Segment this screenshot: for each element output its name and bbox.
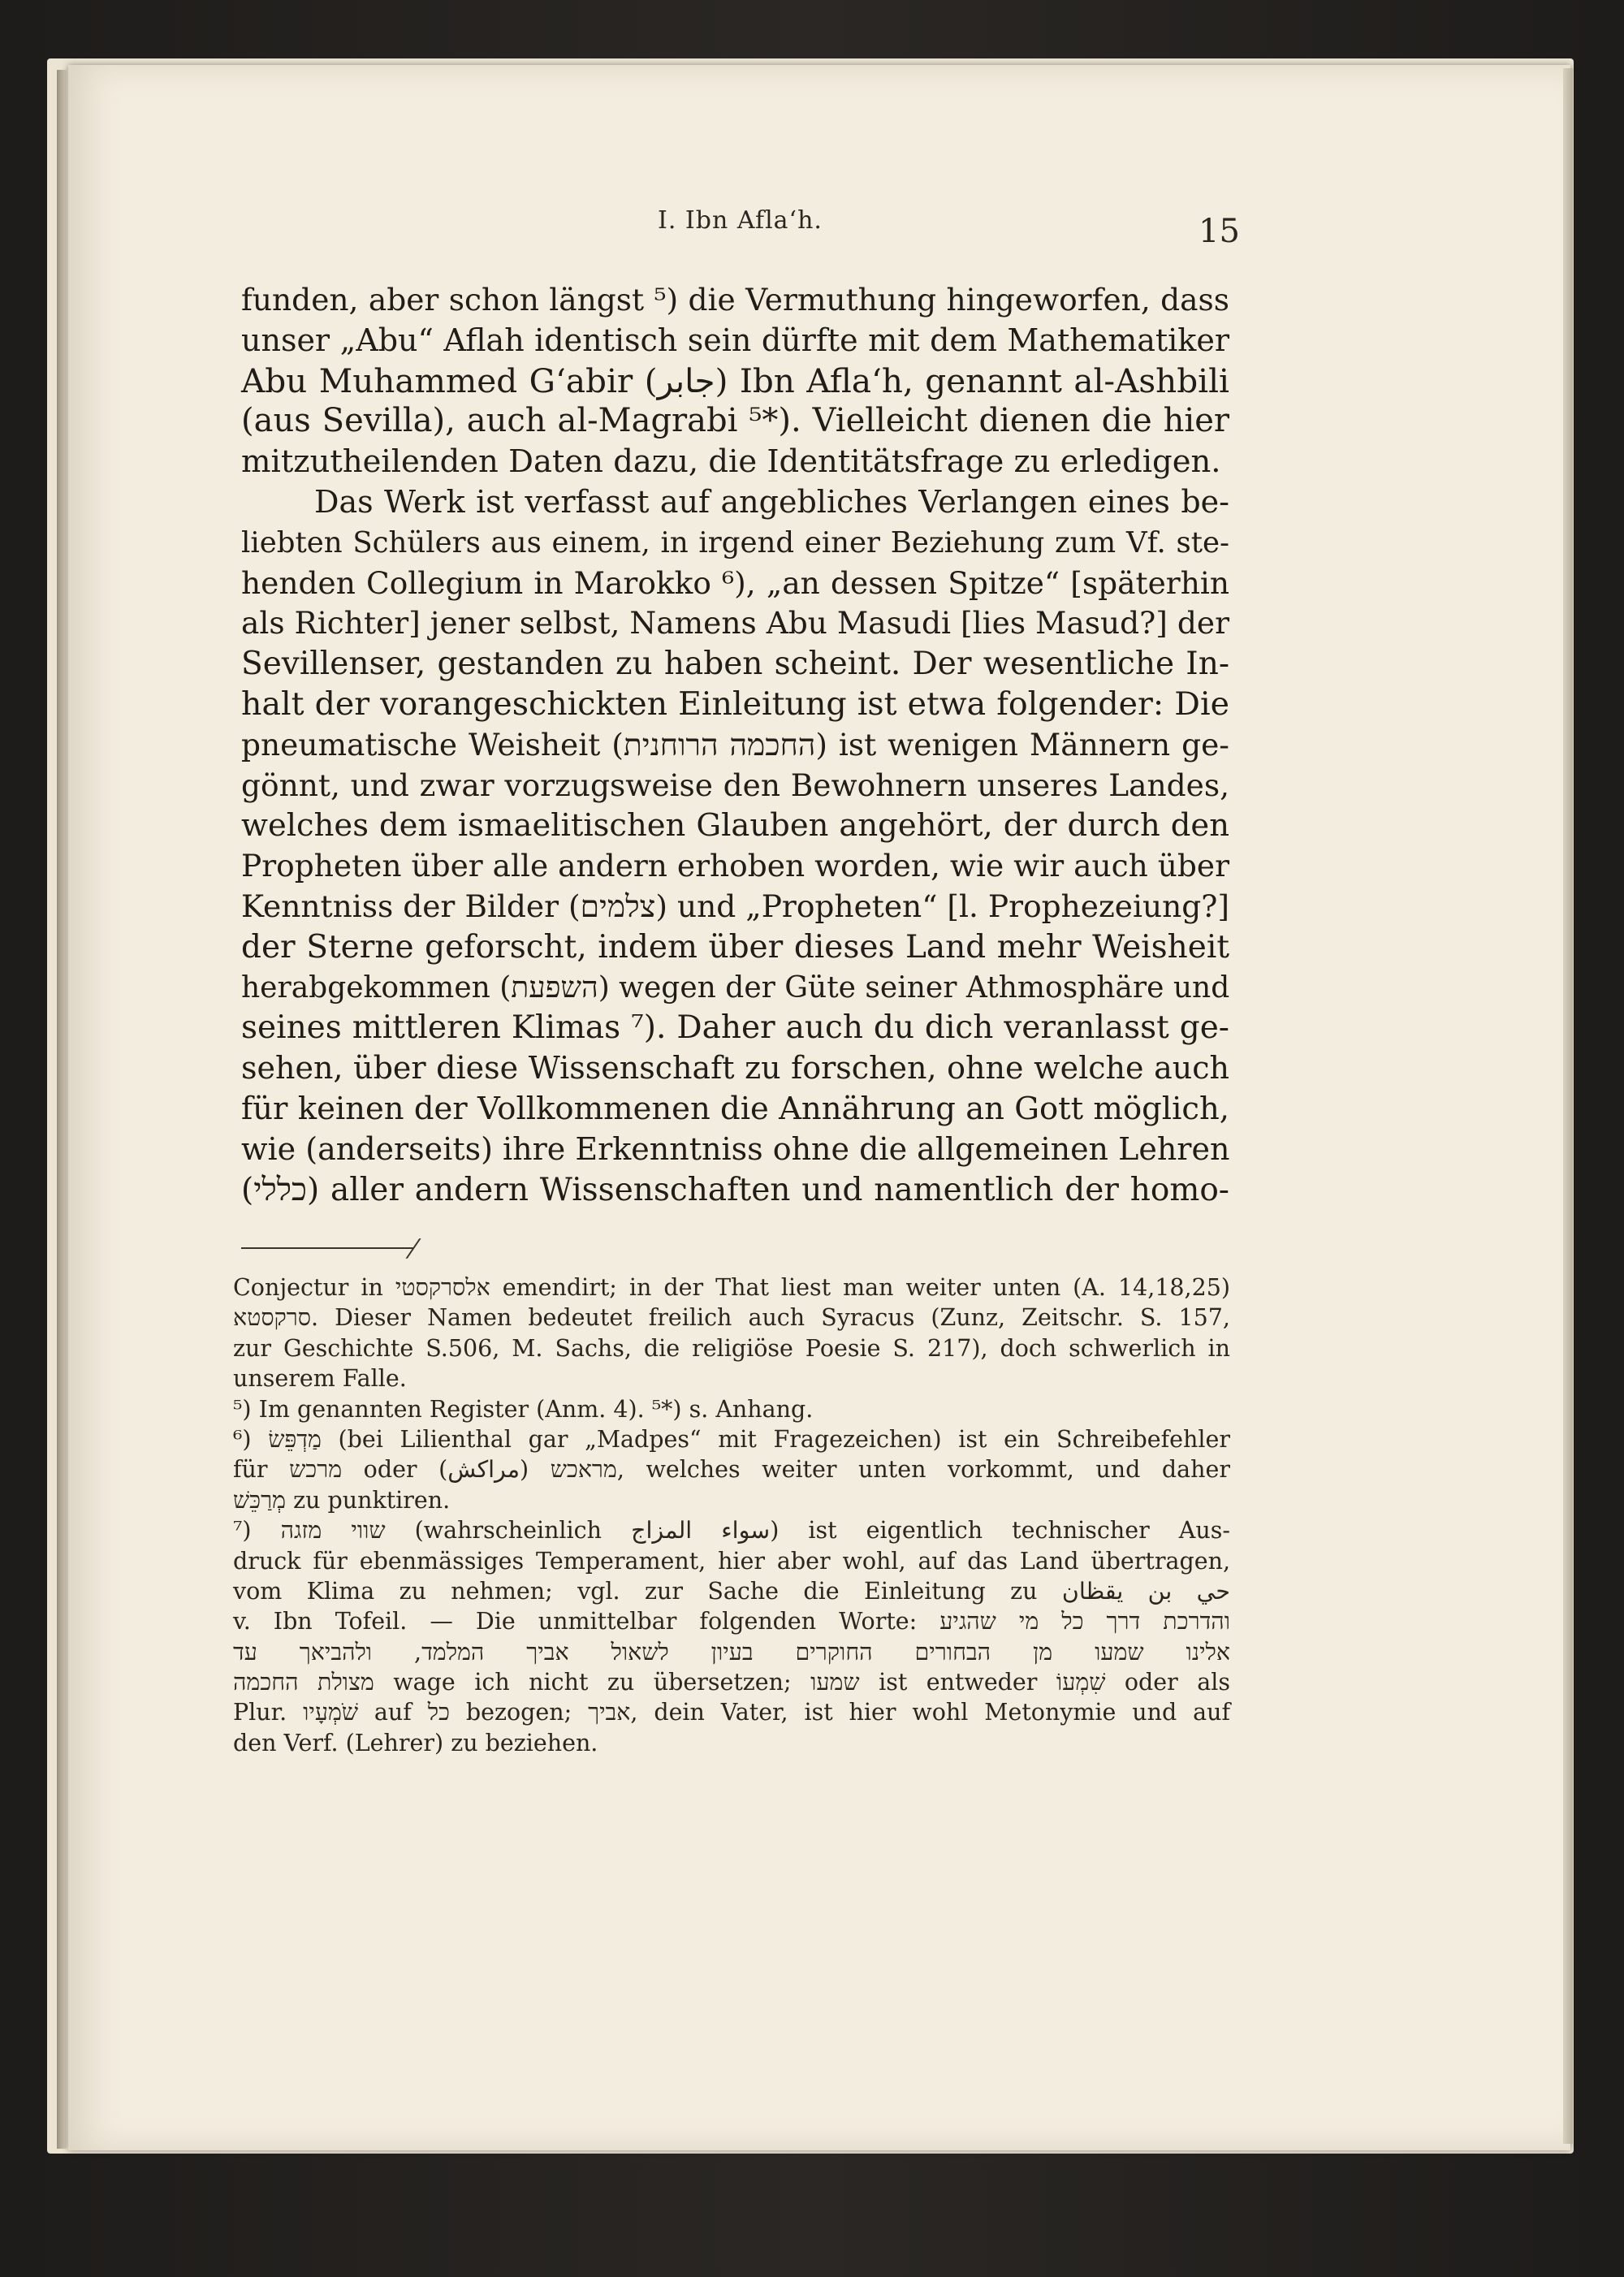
footnote-line: Conjectur in אלסרקסטי emendirt; in der That liest man weiter unten (A. 14,18,25): [233, 1274, 1230, 1301]
footnote-line: מצולת החכמה wage ich nicht zu übersetzen; שמעו ist entweder שִׁמְעוֹ oder als: [233, 1669, 1230, 1696]
text-line: herabgekommen (השפעת) wegen der Güte seiner Athmosphäre und: [241, 970, 1230, 1005]
text-line: Kenntniss der Bilder (צלמים) und „Propheten“ [l. Prophezeiung?]: [241, 888, 1229, 924]
page-number: 15: [1199, 213, 1240, 250]
text-line: welches dem ismaelitischen Glauben angehört, der durch den: [241, 807, 1229, 845]
text-line: Sevillenser, gestanden zu haben scheint. Der wesentliche In-: [241, 646, 1229, 683]
footnotes: [233, 1272, 1230, 1758]
footnote-line: druck für ebenmässiges Temperament, hier aber wohl, auf das Land übertragen,: [233, 1547, 1230, 1575]
text-line: funden, aber schon längst ⁵) die Vermuthung hingeworfen, dass: [241, 282, 1229, 318]
footnote-line: ⁷) שווי מזגה (wahrscheinlich سواء المزاج) ist eigentlich technischer Aus-: [233, 1517, 1230, 1545]
text-line: wie (anderseits) ihre Erkenntniss ohne die allgemeinen Lehren: [241, 1130, 1230, 1167]
text-line: pneumatische Weisheit (החכמה הרוחנית) ist wenigen Männern ge-: [241, 726, 1229, 763]
text-line: henden Collegium in Marokko ⁶), „an dessen Spitze“ [späterhin: [241, 564, 1229, 601]
footnote-line: Plur. שֹׁמְעָיו auf כל bezogen; אביך, dein Vater, ist hier wohl Metonymie und auf: [233, 1699, 1231, 1726]
footnote-line: אלינו שמעו מן הבחורים החוקרים בעיון לשאול אביך המלמד, ולהביאך עד: [233, 1638, 1230, 1666]
text-line: halt der vorangeschickten Einleitung ist etwa folgender: Die: [241, 685, 1229, 723]
text-line: liebten Schülers aus einem, in irgend einer Beziehung zum Vf. ste-: [241, 525, 1229, 560]
text-line: sehen, über diese Wissenschaft zu forschen, ohne welche auch: [241, 1050, 1229, 1087]
text-line: Propheten über alle andern erhoben worden, wie wir auch über: [241, 848, 1229, 884]
running-head: I. Ibn Afla‘h.: [658, 206, 823, 235]
text-line: Abu Muhammed G‘abir (جابر) Ibn Afla‘h, genannt al-Ashbili: [241, 361, 1230, 400]
footnote-line: v. Ibn Tofeil. — Die unmittelbar folgenden Worte: והדרכת דרך כל מי שהגיע: [233, 1608, 1230, 1635]
text-line: Das Werk ist verfasst auf angebliches Verlangen eines be-: [314, 483, 1229, 520]
text-line: seines mittleren Klimas ⁷). Daher auch du dich veranlasst ge-: [241, 1009, 1229, 1047]
footnote-line: סרקסטא. Dieser Namen bedeutet freilich auch Syracus (Zunz, Zeitschr. S. 157,: [233, 1304, 1230, 1332]
footnote-line: für מרכש oder מראכש (مراكش), welches weiter unten vorkommt, und daher: [233, 1456, 1231, 1484]
footnote-line: vom Klima zu nehmen; vgl. zur Sache die Einleitung zu حي بن يقظان: [233, 1577, 1231, 1605]
text-line: mitzutheilenden Daten dazu, die Identitätsfrage zu erledigen.: [241, 443, 1221, 481]
main-text: [241, 280, 1229, 1210]
text-line: gönnt, und zwar vorzugsweise den Bewohnern unseres Landes,: [241, 767, 1229, 803]
footnote-line: מְרַכֵּשׁ zu punktiren.: [233, 1486, 451, 1514]
rule-flourish-icon: /: [404, 1234, 423, 1263]
footnote-line: ⁶) מַדְפֵּשׂ (bei Lilienthal gar „Madpes“ mit Fragezeichen) ist ein Schreibefehler: [233, 1425, 1230, 1453]
text-line: als Richter] jener selbst, Namens Abu Masudi [lies Masud?] der: [241, 605, 1229, 642]
text-line: (כללי) aller andern Wissenschaften und namentlich der homo-: [241, 1171, 1229, 1208]
footnote-line: unserem Falle.: [233, 1365, 407, 1393]
text-line: für keinen der Vollkommenen die Annährung an Gott möglich,: [241, 1090, 1229, 1127]
footnote-rule: [241, 1247, 413, 1249]
text-line: (aus Sevilla), auch al-Magrabi ⁵*). Vielleicht dienen die hier: [241, 402, 1229, 440]
footnote-line: den Verf. (Lehrer) zu beziehen.: [233, 1729, 598, 1756]
page-edge: [1563, 68, 1573, 2144]
footnote-line: ⁵) Im genannten Register (Anm. 4). ⁵*) s. Anhang.: [233, 1395, 814, 1423]
text-line: unser „Abu“ Aflah identisch sein dürfte mit dem Mathematiker: [241, 322, 1229, 358]
footnote-line: zur Geschichte S.506, M. Sachs, die religiöse Poesie S. 217), doch schwerlich in: [233, 1334, 1230, 1362]
book-binding: [57, 70, 67, 2149]
text-line: der Sterne geforscht, indem über dieses Land mehr Weisheit: [241, 928, 1229, 966]
